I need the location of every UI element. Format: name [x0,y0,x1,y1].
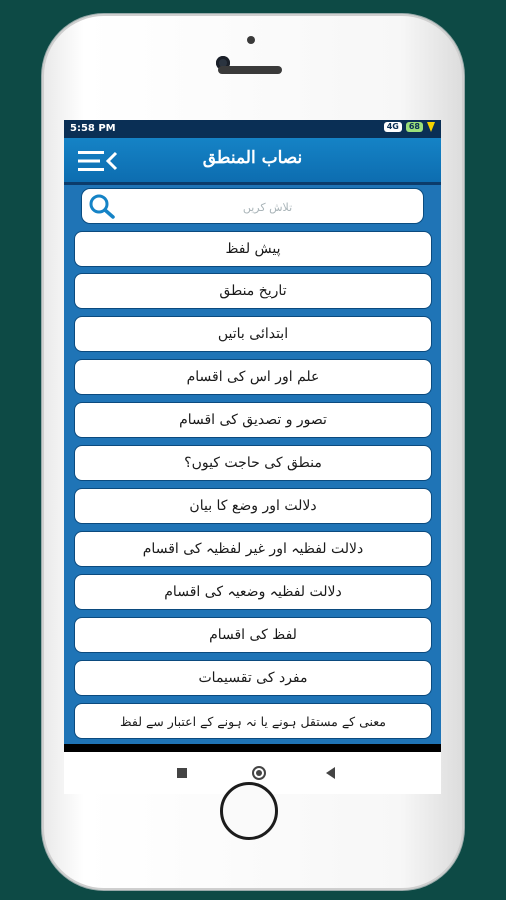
home-circle-icon[interactable] [252,766,266,780]
back-triangle-icon[interactable] [326,767,335,779]
recents-square-icon[interactable] [177,768,187,778]
app-title: نصاب المنطق [202,148,303,168]
network-chip: 4G [384,122,402,132]
charging-icon [427,122,435,132]
status-bar [64,120,441,138]
phone-frame [42,14,464,890]
list-item[interactable]: تصور و تصدیق کی اقسام [74,402,432,438]
list-item[interactable]: تاریخ منطق [74,273,432,309]
hardware-home-button[interactable] [220,782,278,840]
search-box [81,188,424,224]
status-icons [384,122,435,132]
list-item[interactable]: دلالت لفظیہ اور غیر لفظیہ کی اقسام [74,531,432,567]
battery-icon: 68 [406,122,423,132]
phone-screen [64,120,441,794]
content-area [64,185,441,744]
sensor-dot [247,36,255,44]
search-input[interactable] [122,195,413,219]
earpiece-speaker [218,66,282,74]
list-item[interactable]: لفظ کی اقسام [74,617,432,653]
list-item[interactable]: ابتدائی باتیں [74,316,432,352]
list-item[interactable]: مفرد کی تقسیمات [74,660,432,696]
list-item[interactable]: علم اور اس کی اقسام [74,359,432,395]
list-item[interactable]: منطق کی حاجت کیوں؟ [74,445,432,481]
search-icon[interactable] [88,193,116,219]
status-time: 5:58 PM [70,123,116,134]
app-bar [64,138,441,185]
list-item[interactable]: دلالت لفظیہ وضعیہ کی اقسام [74,574,432,610]
list-item[interactable]: معنی کے مستقل ہونے یا نہ ہونے کے اعتبار سے لفظ [74,703,432,739]
list-item[interactable]: پیش لفظ [74,231,432,267]
list-item[interactable]: دلالت اور وضع کا بیان [74,488,432,524]
